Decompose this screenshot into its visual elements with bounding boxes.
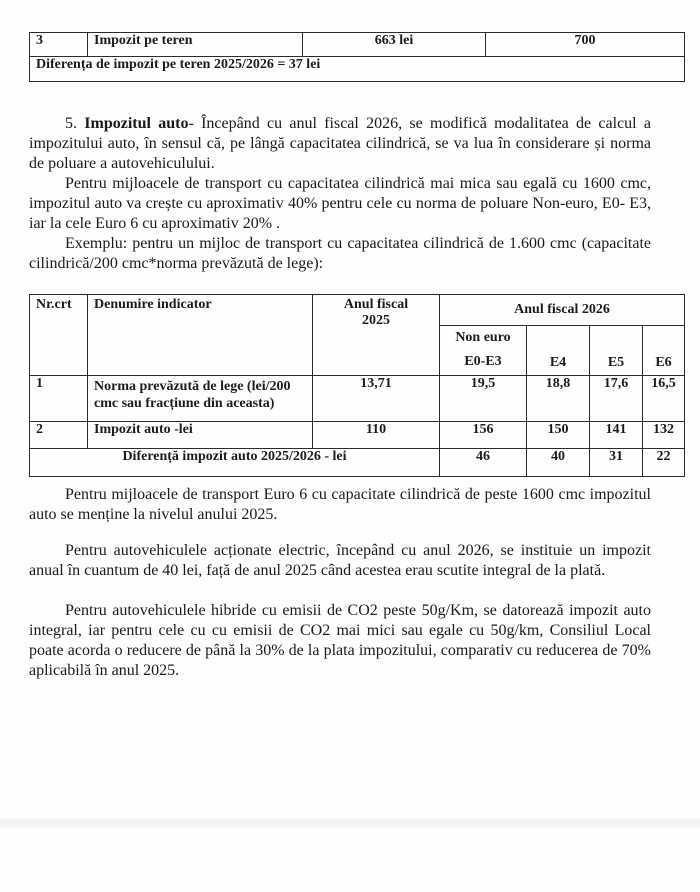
paragraph-example: Exemplu: pentru un mijloc de transport cu capacitatea cilindrică de 1.600 cmc (capacitate cilindrică/200 cmc*norma prevăzută de lege): — [29, 235, 651, 272]
table-row — [30, 376, 685, 422]
paragraph-electric-vehicles: Pentru autovehiculele acționate electric, începând cu anul 2026, se instituie un impozit anual în cuantum de 40 lei, față de anul 2025 când acestea erau scutite integral de la plată. — [29, 542, 651, 579]
value-2025: 13,71 — [313, 376, 440, 422]
diff-e4: 40 — [527, 449, 590, 477]
header-row — [30, 295, 685, 326]
header-2026: Anul fiscal 2026 — [440, 295, 685, 326]
value-e6: 132 — [643, 422, 685, 449]
section-title: Impozitul auto — [84, 115, 189, 132]
header-non-euro — [440, 326, 527, 376]
paragraph-hybrid-vehicles: Pentru autovehiculele hibride cu emisii de CO2 peste 50g/Km, se datorează impozit auto integral, iar pentru cele cu cu emisii de CO2 mai mici sau egale cu 50g/km, Consiliul Local poate acorda o reducere de până la 30% de la plata impozitului, comparativ cu reducerea de 70% aplicabilă în anul 2025. — [29, 602, 651, 679]
table-row — [30, 422, 685, 449]
header-e6: E6 — [643, 326, 685, 376]
auto-tax-table — [29, 294, 685, 477]
table-row — [30, 57, 685, 82]
value-e0-e3: 156 — [440, 422, 527, 449]
row-number: 2 — [30, 422, 88, 449]
header-2025: Anul fiscal 2025 — [313, 295, 440, 376]
value-2026: 700 — [486, 33, 685, 57]
header-e5: E5 — [590, 326, 643, 376]
value-e4: 18,8 — [527, 376, 590, 422]
land-tax-table — [29, 32, 685, 82]
value-2025: 663 lei — [303, 33, 486, 57]
row-number: 3 — [30, 33, 88, 57]
value-e5: 17,6 — [590, 376, 643, 422]
header-non-euro-line2: E0-E3 — [464, 354, 502, 369]
land-tax-difference: Diferența de impozit pe teren 2025/2026 = 37 lei — [30, 57, 685, 82]
difference-label: Diferență impozit auto 2025/2026 - lei — [30, 449, 440, 477]
header-nr: Nr.crt — [30, 295, 88, 376]
value-e0-e3: 19,5 — [440, 376, 527, 422]
section-intro-text: - Începând cu anul fiscal 2026, se modifică modalitatea de calcul a impozitului auto, în sensul că, pe lângă capacitatea cilindrică, se va lua în considerare și norma de poluare a autovehiculului. — [29, 115, 652, 172]
header-indicator: Denumire indicator — [88, 295, 313, 376]
paragraph-increase: Pentru mijloacele de transport cu capacitatea cilindrică mai mica sau egală cu 1600 cmc, impozitul auto va crește cu aproximativ 40% pentru cele cu norma de poluare Non-euro, E0- E3, iar la cele Euro 6 cu aproximativ 20% . — [29, 175, 651, 232]
diff-e5: 31 — [590, 449, 643, 477]
value-e4: 150 — [527, 422, 590, 449]
value-2025: 110 — [313, 422, 440, 449]
row-label: Norma prevăzută de lege (lei/200 cmc sau fracțiune din aceasta) — [88, 376, 313, 422]
difference-row — [30, 449, 685, 477]
value-e5: 141 — [590, 422, 643, 449]
row-number: 1 — [30, 376, 88, 422]
diff-e0-e3: 46 — [440, 449, 527, 477]
row-label: Impozit auto -lei — [88, 422, 313, 449]
section-5-intro — [29, 114, 651, 174]
header-non-euro-line1: Non euro — [455, 330, 511, 345]
header-e4: E4 — [527, 326, 590, 376]
section-number: 5. — [65, 115, 77, 132]
diff-e6: 22 — [643, 449, 685, 477]
table-row — [30, 33, 685, 57]
scan-artifact-line — [0, 816, 700, 830]
paragraph-euro6-over-1600: Pentru mijloacele de transport Euro 6 cu capacitate cilindrică de peste 1600 cmc impozitul auto se menține la nivelul anului 2025. — [29, 486, 651, 523]
row-label: Impozit pe teren — [88, 33, 303, 57]
value-e6: 16,5 — [643, 376, 685, 422]
